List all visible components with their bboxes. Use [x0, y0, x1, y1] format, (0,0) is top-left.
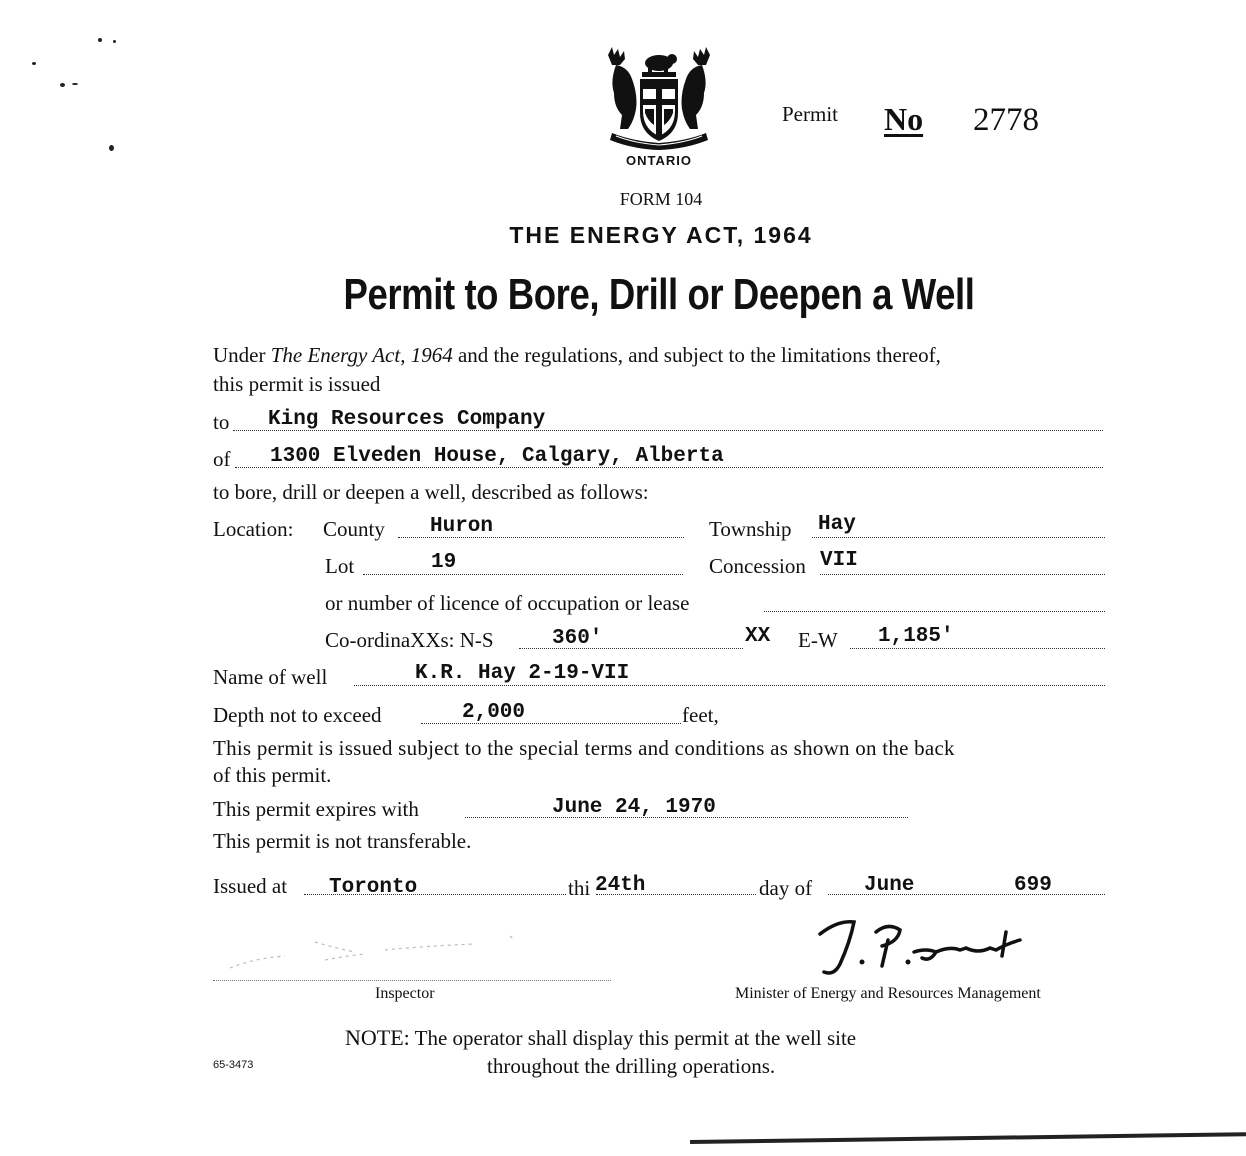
- form-code: 65-3473: [213, 1059, 254, 1071]
- of-label: of: [213, 447, 231, 471]
- intro-text-b: and the regulations, and subject to the limitations thereof,: [452, 343, 941, 367]
- intro-line-2: this permit is issued: [213, 372, 381, 396]
- expires-label: This permit expires with: [213, 797, 419, 821]
- of-value: 1300 Elveden House, Calgary, Alberta: [270, 445, 724, 468]
- scan-speck: [113, 40, 116, 43]
- location-label: Location:: [213, 517, 294, 541]
- bore-text: to bore, drill or deepen a well, described as follows:: [213, 480, 649, 504]
- inspector-label: Inspector: [375, 985, 435, 1002]
- concession-dotted-line: [820, 574, 1105, 575]
- act-name: The Energy Act, 1964: [270, 343, 453, 367]
- intro-line-1: [213, 343, 941, 368]
- issued-label: Issued at: [213, 874, 288, 898]
- township-label: Township: [709, 517, 792, 541]
- inspector-dotted-line: [213, 980, 611, 981]
- minister-signature: [810, 912, 1040, 982]
- depth-dotted-line: [421, 723, 681, 724]
- to-value: King Resources Company: [268, 408, 546, 431]
- concession-label: Concession: [709, 554, 806, 578]
- well-label: Name of well: [213, 665, 328, 689]
- scan-edge-line: [690, 1132, 1246, 1144]
- township-dotted-line: [812, 537, 1105, 538]
- ns-value: 360': [552, 627, 603, 650]
- not-transferable: This permit is not transferable.: [213, 829, 472, 853]
- licence-dotted-line: [764, 611, 1105, 612]
- county-value: Huron: [430, 515, 494, 538]
- ew-label: E-W: [798, 628, 838, 652]
- intro-text-a: Under: [213, 343, 271, 367]
- terms-line-1: This permit is issued subject to the special terms and conditions as shown on the back: [213, 736, 955, 760]
- lot-dotted-line: [363, 574, 683, 575]
- well-value: K.R. Hay 2-19-VII: [415, 662, 630, 685]
- form-number: FORM 104: [619, 189, 703, 209]
- ontario-coat-of-arms-icon: [598, 45, 720, 150]
- concession-value: VII: [820, 549, 858, 572]
- year-value: 699: [1014, 874, 1052, 897]
- depth-label: Depth not to exceed: [213, 703, 382, 727]
- day-value: 24th: [595, 874, 646, 897]
- crest-caption: ONTARIO: [626, 153, 692, 168]
- main-title: Permit to Bore, Drill or Deepen a Well: [343, 270, 975, 319]
- county-label: County: [323, 517, 385, 541]
- ew-dotted-line: [850, 648, 1105, 649]
- scan-speck: [109, 145, 114, 151]
- act-title: THE ENERGY ACT, 1964: [509, 222, 813, 248]
- permit-no-sign: [884, 101, 923, 138]
- lot-label: Lot: [325, 554, 355, 578]
- scan-speck: [72, 83, 78, 85]
- depth-value: 2,000: [462, 701, 526, 724]
- faint-inspector-signature: [225, 930, 525, 975]
- depth-unit: feet,: [682, 703, 719, 727]
- month-value: June: [864, 874, 915, 897]
- scan-speck: [60, 83, 65, 87]
- scan-speck: [32, 62, 36, 65]
- note-line-2: throughout the drilling operations.: [487, 1054, 776, 1078]
- ew-value: 1,185': [878, 625, 954, 648]
- note-text-1: The operator shall display this permit at the well site: [414, 1026, 857, 1050]
- xx-mark: XX: [745, 625, 771, 648]
- permit-no-sign-text: No: [884, 101, 924, 137]
- licence-label: or number of licence of occupation or lease: [325, 591, 690, 615]
- terms-line-2: of this permit.: [213, 763, 332, 787]
- township-value: Hay: [818, 513, 856, 536]
- permit-number: 2778: [973, 102, 1039, 138]
- permit-label: Permit: [782, 102, 838, 126]
- well-dotted-line: [354, 685, 1105, 686]
- this-label: thi: [568, 876, 591, 900]
- to-label: to: [213, 410, 230, 434]
- minister-label: Minister of Energy and Resources Management: [735, 985, 1041, 1002]
- expires-value: June 24, 1970: [552, 796, 716, 819]
- note-line-1: [345, 1025, 856, 1051]
- day-of-label: day of: [759, 876, 813, 900]
- note-label: NOTE:: [345, 1025, 410, 1050]
- issued-place: Toronto: [329, 876, 418, 899]
- coordinates-label: Co-ordinaXXs: N-S: [325, 628, 494, 652]
- lot-value: 19: [431, 551, 457, 574]
- scan-speck: [98, 38, 102, 42]
